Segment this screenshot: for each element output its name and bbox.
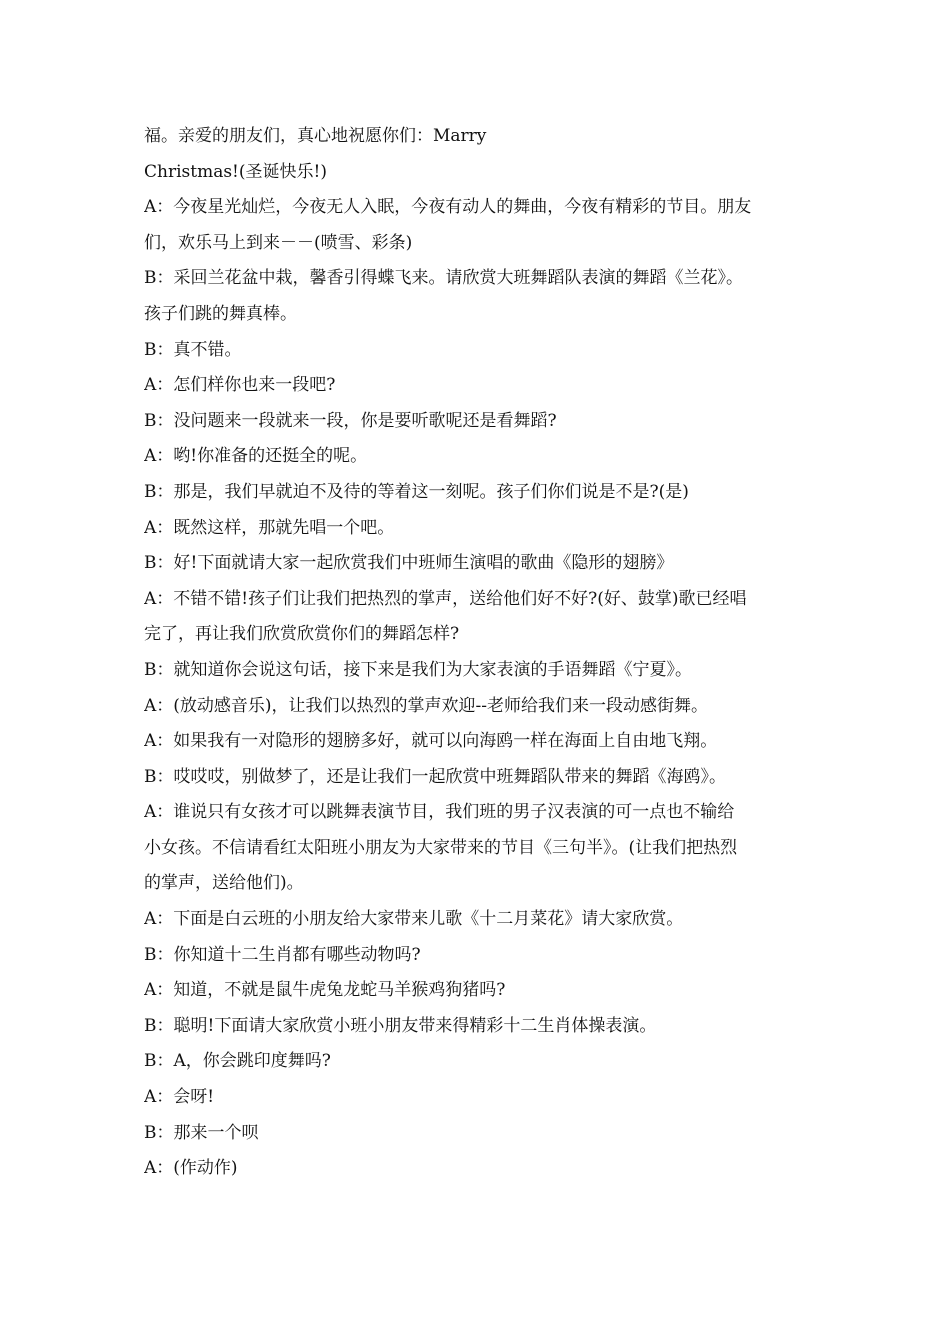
text-line: B：好!下面就请大家一起欣赏我们中班师生演唱的歌曲《隐形的翅膀》 [144, 553, 674, 574]
text-line: A：哟!你准备的还挺全的呢。 [144, 446, 368, 467]
text-line: A：如果我有一对隐形的翅膀多好，就可以向海鸥一样在海面上自由地飞翔。 [144, 731, 718, 752]
text-line: B：采回兰花盆中栽，馨香引得蝶飞来。请欣赏大班舞蹈队表演的舞蹈《兰花》。 [144, 268, 743, 289]
text-line: A：知道，不就是鼠牛虎兔龙蛇马羊猴鸡狗猪吗? [144, 980, 506, 1001]
text-line: B：真不错。 [144, 339, 242, 360]
text-line: 福。亲爱的朋友们，真心地祝愿你们：Marry [144, 126, 487, 146]
text-line: B：你知道十二生肖都有哪些动物吗? [144, 944, 421, 965]
text-line: 孩子们跳的舞真棒。 [144, 303, 297, 324]
text-line: Christmas!(圣诞快乐!) [144, 161, 327, 182]
text-line: B：那来一个呗 [144, 1122, 259, 1143]
text-line: A：会呀! [144, 1087, 215, 1108]
text-line: A：(作动作) [144, 1158, 238, 1179]
text-line: B：聪明!下面请大家欣赏小班小朋友带来得精彩十二生肖体操表演。 [144, 1015, 657, 1036]
text-line: 的掌声，送给他们)。 [144, 873, 304, 894]
text-line: A：(放动感音乐)，让我们以热烈的掌声欢迎--老师给我们来一段动感街舞。 [144, 695, 709, 716]
text-line: B：哎哎哎，别做梦了，还是让我们一起欣赏中班舞蹈队带来的舞蹈《海鸥》。 [144, 766, 726, 787]
text-line: A：下面是白云班的小朋友给大家带来儿歌《十二月菜花》请大家欣赏。 [144, 909, 684, 930]
text-line: A：不错不错!孩子们让我们把热烈的掌声，送给他们好不好?(好、鼓掌)歌已经唱 [144, 588, 747, 609]
text-line: B：那是，我们早就迫不及待的等着这一刻呢。孩子们你们说是不是?(是) [144, 481, 689, 502]
text-line: B：没问题来一段就来一段，你是要听歌呢还是看舞蹈? [144, 410, 557, 431]
text-line: B：A，你会跳印度舞吗? [144, 1051, 331, 1072]
text-line: A：怎们样你也来一段吧? [144, 375, 336, 396]
text-line: 们，欢乐马上到来－－(喷雪、彩条) [144, 232, 413, 253]
text-line: A：谁说只有女孩才可以跳舞表演节目，我们班的男子汉表演的可一点也不输给 [144, 802, 735, 823]
text-line: 完了，再让我们欣赏欣赏你们的舞蹈怎样? [144, 624, 460, 645]
text-line: A：今夜星光灿烂，今夜无人入眠，今夜有动人的舞曲，今夜有精彩的节目。朋友 [144, 197, 752, 218]
document-body [144, 119, 812, 1187]
text-line: B：就知道你会说这句话，接下来是我们为大家表演的手语舞蹈《宁夏》。 [144, 659, 692, 680]
text-line: 小女孩。不信请看红太阳班小朋友为大家带来的节目《三句半》。(让我们把热烈 [144, 837, 738, 858]
text-line: A：既然这样，那就先唱一个吧。 [144, 517, 395, 538]
